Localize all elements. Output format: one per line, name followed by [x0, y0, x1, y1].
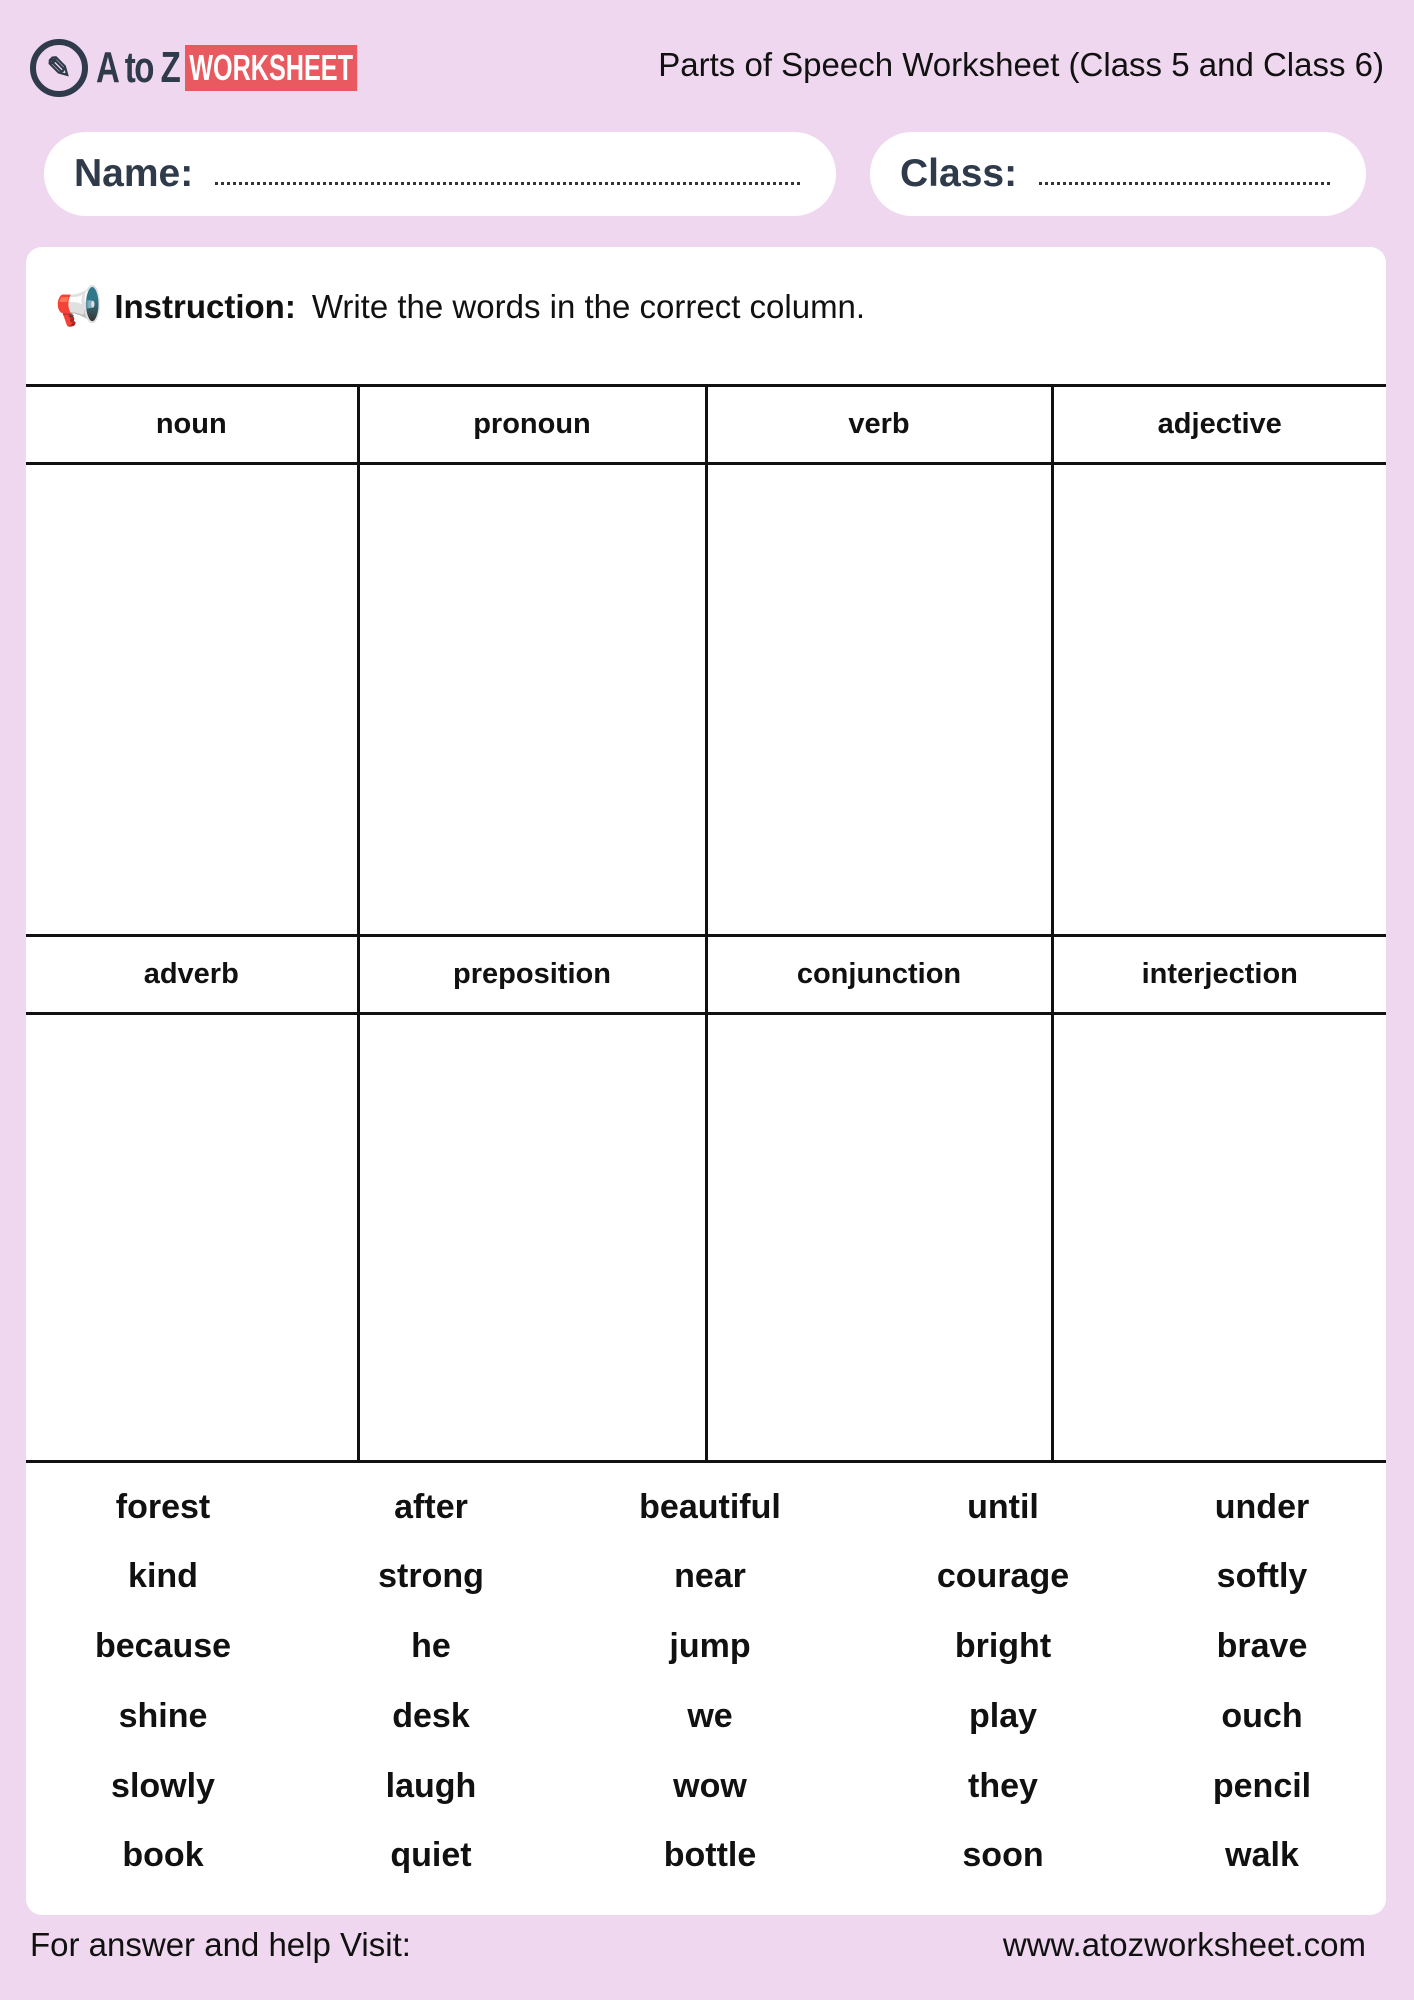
instruction-label: Instruction: [114, 288, 296, 325]
answer-cell-verb[interactable] [706, 464, 1052, 936]
class-line [1039, 182, 1330, 185]
page-title: Parts of Speech Worksheet (Class 5 and Class 6) [658, 46, 1384, 83]
footer-text: For answer and help Visit: [30, 1926, 411, 1963]
header-conjunction: conjunction [706, 936, 1052, 1014]
word-bank-item: beautiful [639, 1488, 781, 1526]
word-bank-item: ouch [1221, 1697, 1303, 1735]
word-bank-item: laugh [385, 1767, 477, 1805]
logo [30, 38, 431, 98]
word-bank-item: pencil [1212, 1767, 1312, 1805]
answer-cell-noun[interactable] [26, 464, 358, 936]
name-field[interactable] [44, 132, 836, 216]
header-preposition: preposition [358, 936, 706, 1014]
class-field[interactable] [870, 132, 1366, 216]
header-verb: verb [706, 386, 1052, 464]
word-bank-item: bottle [663, 1836, 757, 1874]
word-bank-item: until [967, 1488, 1039, 1526]
header-pronoun: pronoun [358, 386, 706, 464]
sorting-table [26, 384, 1386, 1463]
word-bank-item: book [122, 1836, 204, 1874]
instruction-text: Write the words in the correct column. [311, 288, 866, 325]
answer-cell-pronoun[interactable] [358, 464, 706, 936]
answer-cell-preposition[interactable] [358, 1014, 706, 1462]
word-bank-item: because [94, 1627, 232, 1665]
word-bank-item: he [411, 1627, 451, 1665]
word-bank-item: brave [1216, 1627, 1308, 1665]
name-line [215, 182, 800, 185]
instruction [55, 285, 865, 329]
word-bank-item: under [1214, 1488, 1310, 1526]
word-bank-item: we [687, 1697, 733, 1735]
word-bank-item: near [674, 1557, 746, 1595]
megaphone-icon: 📢 [55, 286, 103, 328]
word-bank-item: strong [378, 1557, 484, 1595]
word-bank-item: jump [669, 1627, 751, 1665]
word-bank-item: shine [118, 1697, 208, 1735]
word-bank-item: courage [936, 1557, 1070, 1595]
word-bank-item: forest [115, 1488, 211, 1526]
header-adjective: adjective [1052, 386, 1386, 464]
header-noun: noun [26, 386, 358, 464]
word-bank-item: bright [954, 1627, 1052, 1665]
logo-badge: WORKSHEET [185, 45, 357, 91]
word-bank-item: walk [1225, 1836, 1299, 1874]
word-bank-item: they [968, 1767, 1038, 1805]
word-bank-item: kind [128, 1557, 198, 1595]
name-label: Name: [74, 152, 194, 195]
word-bank-item: desk [392, 1697, 470, 1735]
word-bank-item: soon [962, 1836, 1044, 1874]
answer-cell-interjection[interactable] [1052, 1014, 1386, 1462]
answer-cell-adverb[interactable] [26, 1014, 358, 1462]
header-adverb: adverb [26, 936, 358, 1014]
answer-cell-adjective[interactable] [1052, 464, 1386, 936]
footer-link[interactable]: www.atozworksheet.com [1002, 1926, 1366, 1963]
logo-pen-icon: ✎ [30, 39, 88, 97]
header-interjection: interjection [1052, 936, 1386, 1014]
word-bank-item: softly [1216, 1557, 1308, 1595]
word-bank-item: wow [673, 1767, 747, 1805]
word-bank-item: after [394, 1488, 468, 1526]
word-bank-item: slowly [111, 1767, 215, 1805]
word-bank-item: play [968, 1697, 1038, 1735]
answer-cell-conjunction[interactable] [706, 1014, 1052, 1462]
word-bank-item: quiet [390, 1836, 472, 1874]
class-label: Class: [900, 152, 1018, 195]
logo-text: A to Z [96, 43, 180, 92]
